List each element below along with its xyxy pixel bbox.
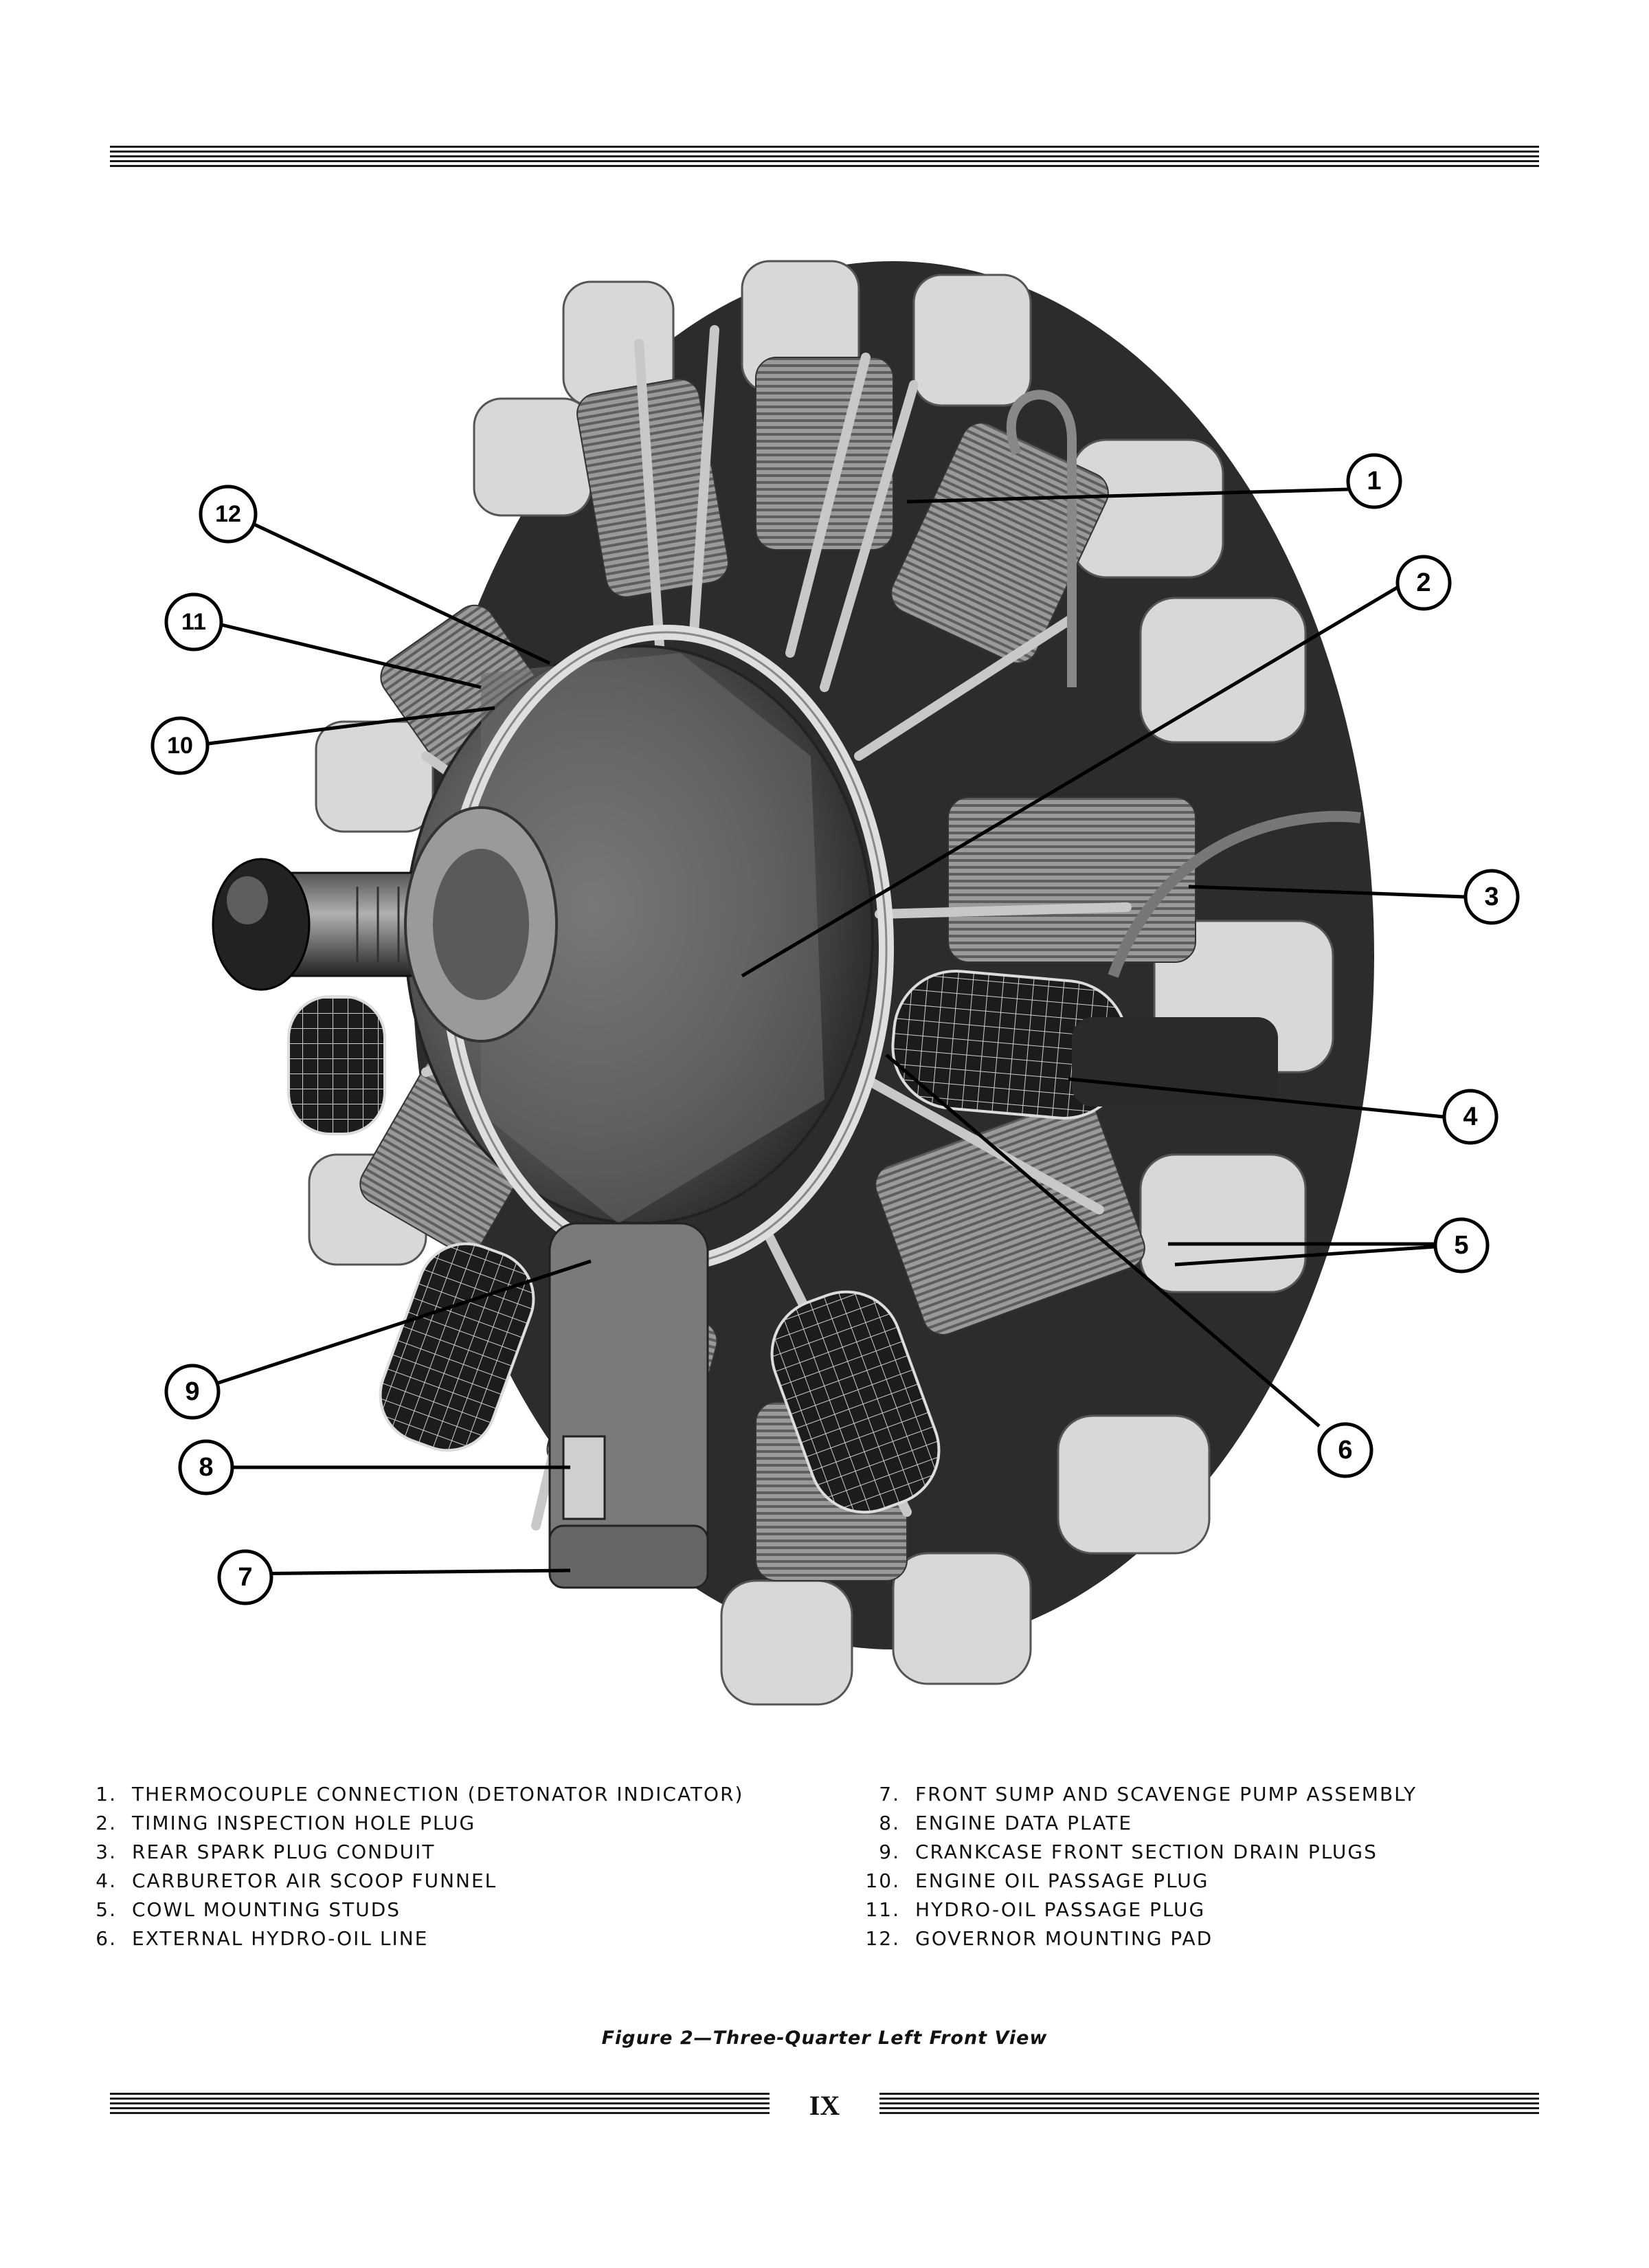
- legend-item: 12. GOVERNOR MOUNTING PAD: [865, 1927, 1213, 1950]
- callout-label: 2: [1416, 568, 1431, 597]
- callout-label: 1: [1367, 467, 1382, 496]
- legend-item: 10. ENGINE OIL PASSAGE PLUG: [865, 1869, 1209, 1892]
- legend-left: [76, 1780, 743, 1953]
- page-number: IX: [809, 2090, 840, 2121]
- legend-item: 6. EXTERNAL HYDRO-OIL LINE: [96, 1927, 429, 1950]
- figure-caption: Figure 2—Three-Quarter Left Front View: [601, 2027, 1048, 2049]
- legend-right: [859, 1780, 1417, 1953]
- legend-item: 4. CARBURETOR AIR SCOOP FUNNEL: [96, 1869, 497, 1892]
- callout-label: 5: [1454, 1231, 1469, 1260]
- callout-label: 9: [185, 1377, 200, 1406]
- front-sump: [550, 1223, 708, 1588]
- shaft-nose-cap: [213, 859, 309, 990]
- callout-label: 3: [1484, 882, 1499, 911]
- callout-label: 10: [167, 733, 193, 759]
- legend-item: 3. REAR SPARK PLUG CONDUIT: [96, 1841, 436, 1863]
- callout-label: 6: [1338, 1436, 1353, 1465]
- callout-label: 4: [1463, 1102, 1478, 1131]
- bottom-rule-right: [879, 2093, 1539, 2117]
- legend-item: 11. HYDRO-OIL PASSAGE PLUG: [865, 1898, 1206, 1921]
- callout-label: 11: [181, 609, 206, 635]
- callout-label: 12: [215, 501, 241, 527]
- legend-item: 8. ENGINE DATA PLATE: [879, 1812, 1133, 1834]
- legend-item: 9. CRANKCASE FRONT SECTION DRAIN PLUGS: [879, 1841, 1378, 1863]
- legend-item: 7. FRONT SUMP AND SCAVENGE PUMP ASSEMBLY: [879, 1783, 1417, 1805]
- callout-label: 7: [238, 1563, 253, 1592]
- legend-item: 2. TIMING INSPECTION HOLE PLUG: [96, 1812, 476, 1834]
- legend-item: 5. COWL MOUNTING STUDS: [96, 1898, 401, 1921]
- callout-label: 8: [199, 1453, 214, 1482]
- bottom-rule-left: [110, 2093, 770, 2117]
- legend-item: 1. THERMOCOUPLE CONNECTION (DETONATOR INDICATOR): [96, 1783, 744, 1805]
